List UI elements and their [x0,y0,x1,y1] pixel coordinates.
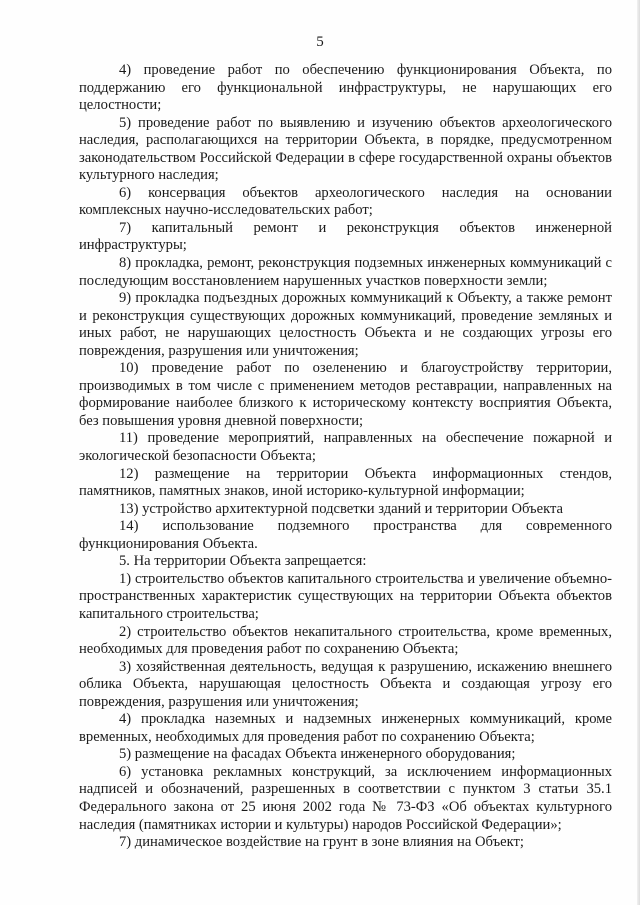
prohibited-item-7: 7) динамическое воздействие на грунт в зоне влияния на Объект; [119,834,524,851]
list-item-7-capital-repair: 7) капитальный ремонт и реконструкция объектов инженерной инфраструктуры; [79,219,612,254]
prohibited-item-2: 2) строительство объектов некапитального строительства, кроме временных, необходимых для проведения работ по сохранению Объекта; [79,623,612,658]
list-item-12-information-stands: 12) размещение на территории Объекта информационных стендов, памятников, памятных знаков, иной историко-культурной информации; [79,465,612,500]
prohibited-item-1: 1) строительство объектов капитального строительства и увеличение объемно-пространственных характеристик существующих на территории Объекта объектов капитального строительства; [79,570,612,622]
list-item-10-landscaping: 10) проведение работ по озеленению и благоустройству территории, производимых в том числе с применением методов реставрации, направленных на формирование наиболее близкого к историческому контексту восприятия Объекта, без повышения уровня дневной поверхности; [79,360,612,429]
prohibited-item-3: 3) хозяйственная деятельность, ведущая к разрушению, искажению внешнего облика Объекта, нарушающая целостность Объекта и создающая угрозу его повреждения, разрушения или уничтожения; [79,658,612,710]
list-item-14-underground-space: 14) использование подземного пространства для современного функционирования Объекта. [79,518,612,552]
list-item-4-infrastructure: 4) проведение работ по обеспечению функционирования Объекта, по поддержанию его функциональной инфраструктуры, не нарушающих его целостности; [79,62,612,114]
list-item-9-access-roads: 9) прокладка подъездных дорожных коммуникаций к Объекту, а также ремонт и реконструкция существующих дорожных коммуникаций, проведение земляных и иных работ, не нарушающих целостность Объекта и не создающих угрозы его повреждения, разрушения или уничтожения; [79,290,612,359]
page-number: 5 [316,34,324,50]
list-item-13-lighting: 13) устройство архитектурной подсветки зданий и территории Объекта [119,500,564,517]
prohibited-item-6: 6) установка рекламных конструкций, за исключением информационных надписей и обозначений, разрешенных в соответствии с пунктом 3 статьи 35.1 Федерального закона от 25 июня 2002 года № 73-ФЗ «Об объектах культурного наследия (памятниках истории и культуры) народов Российской Федерации»; [79,763,612,833]
section-5-heading: 5. На территории Объекта запрещается: [119,553,367,570]
list-item-11-fire-safety: 11) проведение мероприятий, направленных на обеспечение пожарной и экологической безопасности Объекта; [79,430,612,465]
document-body [79,62,612,852]
list-item-6-conservation: 6) консервация объектов археологического наследия на основании комплексных научно-исследовательских работ; [79,184,612,219]
list-item-5-archaeology-research: 5) проведение работ по выявлению и изучению объектов археологического наследия, располагающихся на территории Объекта, в порядке, предусмотренном законодательством Российской Федерации в сфере государственной охраны объектов культурного наследия; [79,114,612,184]
list-item-8-underground-utilities: 8) прокладка, ремонт, реконструкция подземных инженерных коммуникаций с последующим восстановлением нарушенных участков поверхности земли; [79,255,612,289]
prohibited-item-5: 5) размещение на фасадах Объекта инженерного оборудования; [119,746,516,763]
prohibited-item-4: 4) прокладка наземных и надземных инженерных коммуникаций, кроме временных, необходимых для проведения работ по сохранению Объекта; [79,711,612,745]
